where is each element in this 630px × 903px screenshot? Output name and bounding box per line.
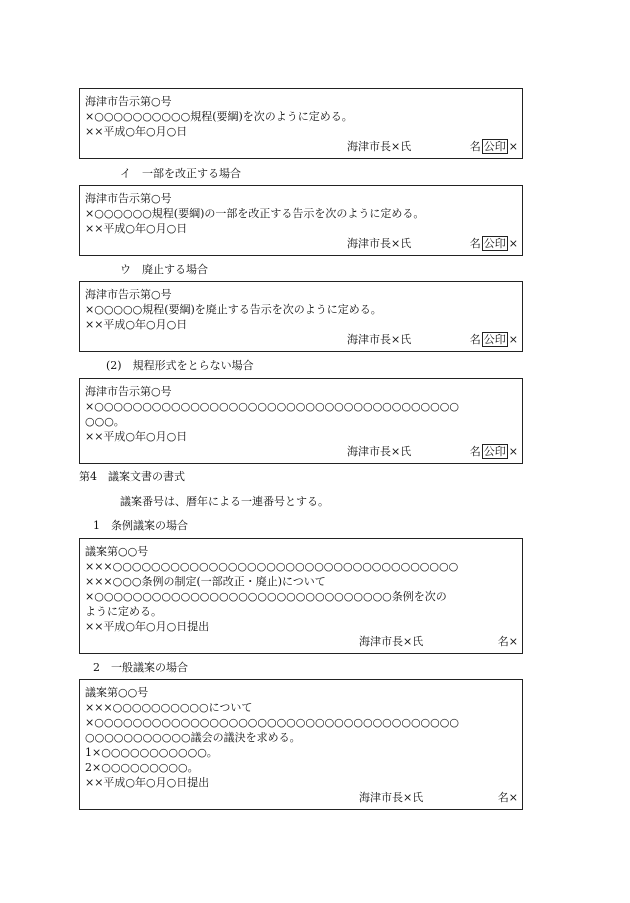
signature-line (85, 790, 518, 805)
notice-number: 海津市告示第○号 (85, 192, 172, 205)
notice-box-enactment (79, 88, 523, 159)
name-mark: 名× (497, 635, 518, 648)
bill-body-continued: ○○○○○○○○○○○議会の議決を求める。 (85, 731, 301, 744)
notice-box-amend (79, 185, 523, 256)
mayor-name: 海津市長×氏 (359, 635, 424, 648)
mayor-name: 海津市長×氏 (359, 791, 424, 804)
heading-abolish: ウ 廃止する場合 (120, 263, 208, 276)
heading-amend: イ 一部を改正する場合 (120, 167, 241, 180)
bill-submit-date: ××平成○年○月○日提出 (85, 776, 210, 789)
notice-date: ××平成○年○月○日 (85, 222, 188, 235)
chapter-4-description: 議案番号は、暦年による一連番号とする。 (120, 495, 329, 508)
bill-item-2: 2×○○○○○○○○○。 (85, 761, 199, 774)
heading-general-bill: 2 一般議案の場合 (93, 661, 188, 674)
notice-body-continued: ○○○。 (85, 415, 125, 428)
notice-body: ×○○○○○○規程(要綱)の一部を改正する告示を次のように定める。 (85, 207, 425, 220)
name-with-seal: 名 公印 × (469, 445, 518, 458)
mayor-name: 海津市長×氏 (347, 140, 412, 153)
official-seal-box: 公印 (483, 445, 506, 458)
notice-body: ×○○○○○○○○○○○○○○○○○○○○○○○○○○○○○○○○○○○○○○ (85, 400, 459, 413)
bill-submit-date: ××平成○年○月○日提出 (85, 620, 210, 633)
bill-body: ×○○○○○○○○○○○○○○○○○○○○○○○○○○○○○○○○○○○○○○ (85, 716, 459, 729)
bill-item-1: 1×○○○○○○○○○○○。 (85, 746, 218, 759)
bill-subject: ×××○○○○○○○○○○について (85, 701, 253, 714)
mayor-name: 海津市長×氏 (347, 445, 412, 458)
official-seal-box: 公印 (483, 140, 506, 153)
heading-ordinance-bill: 1 条例議案の場合 (93, 519, 188, 532)
bill-subject: ×××○○○条例の制定(一部改正・廃止)について (85, 575, 326, 588)
signature-line (85, 236, 518, 251)
notice-box-no-rule-form (79, 378, 523, 464)
bill-body-continued: ように定める。 (85, 605, 162, 618)
bill-box-ordinance (79, 538, 523, 654)
bill-number: 議案第○○号 (85, 686, 149, 699)
notice-date: ××平成○年○月○日 (85, 318, 188, 331)
notice-date: ××平成○年○月○日 (85, 125, 188, 138)
name-with-seal: 名 公印 × (469, 237, 518, 250)
signature-line (85, 139, 518, 154)
notice-body: ×○○○○○規程(要綱)を廃止する告示を次のように定める。 (85, 303, 382, 316)
name-mark: 名× (497, 791, 518, 804)
notice-number: 海津市告示第○号 (85, 95, 172, 108)
official-seal-box: 公印 (483, 333, 506, 346)
bill-body: ×○○○○○○○○○○○○○○○○○○○○○○○○○○○○○○○条例を次の (85, 590, 447, 603)
notice-box-abolish (79, 281, 523, 352)
name-with-seal: 名 公印 × (469, 333, 518, 346)
bill-box-general (79, 679, 523, 810)
signature-line (85, 444, 518, 459)
official-seal-box: 公印 (483, 237, 506, 250)
notice-body: ×○○○○○○○○○○規程(要綱)を次のように定める。 (85, 110, 353, 123)
notice-date: ××平成○年○月○日 (85, 430, 188, 443)
notice-number: 海津市告示第○号 (85, 288, 172, 301)
bill-title-line: ×××○○○○○○○○○○○○○○○○○○○○○○○○○○○○○○○○○○○○ (85, 560, 459, 573)
chapter-4-title: 第4 議案文書の書式 (79, 470, 185, 483)
mayor-name: 海津市長×氏 (347, 333, 412, 346)
bill-number: 議案第○○号 (85, 545, 149, 558)
signature-line (85, 634, 518, 649)
mayor-name: 海津市長×氏 (347, 237, 412, 250)
heading-no-rule-form: (2) 規程形式をとらない場合 (106, 359, 254, 372)
name-with-seal: 名 公印 × (469, 140, 518, 153)
notice-number: 海津市告示第○号 (85, 385, 172, 398)
signature-line (85, 332, 518, 347)
